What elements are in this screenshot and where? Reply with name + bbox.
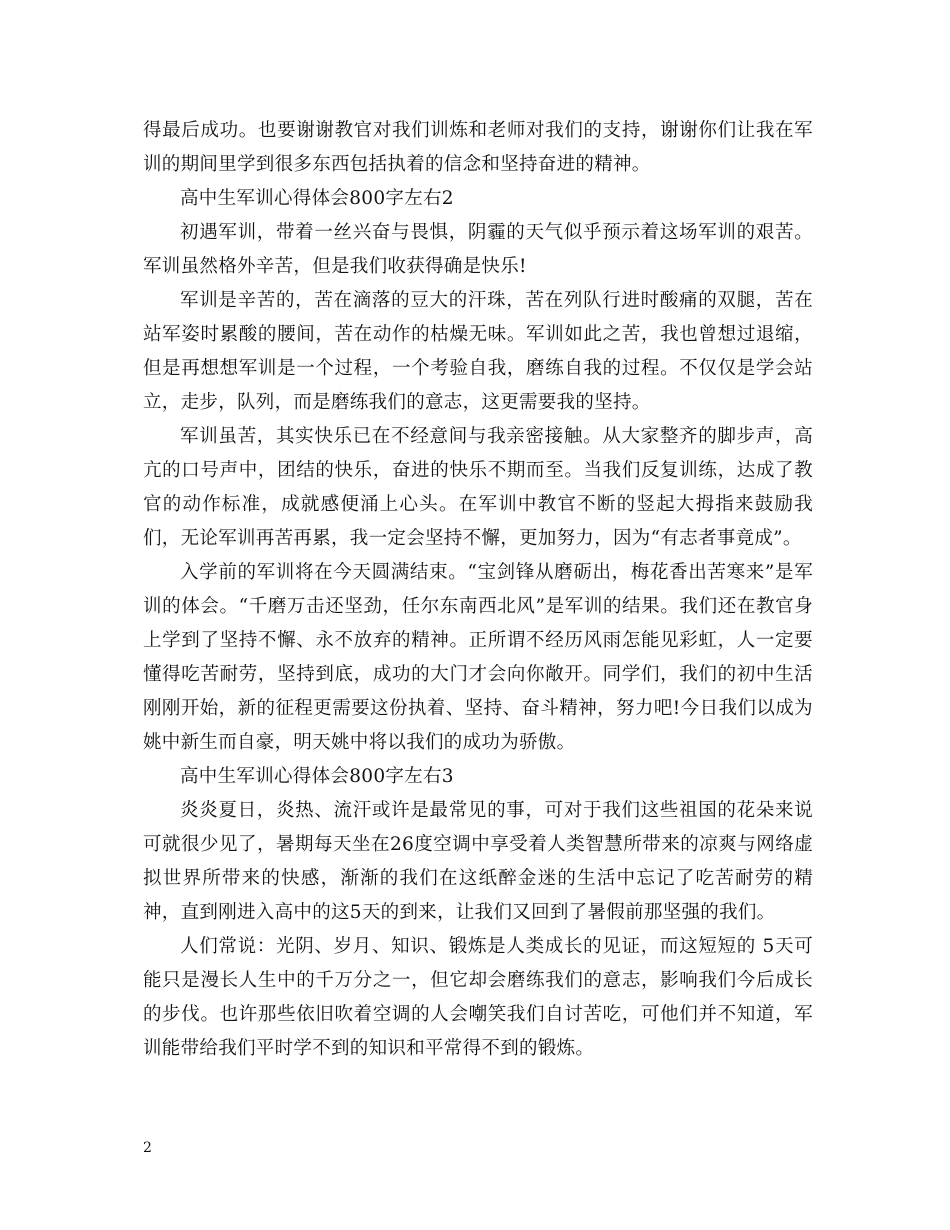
continuation-paragraph: 得最后成功。也要谢谢教官对我们训炼和老师对我们的支持，谢谢你们让我在军训的期间里学到很多东西包括执着的信念和坚持奋进的精神。 bbox=[143, 120, 813, 175]
page-number: 2 bbox=[143, 1140, 152, 1156]
section-heading-3: 高中生军训心得体会800字左右3 bbox=[180, 766, 454, 787]
body-paragraph: 人们常说：光阴、岁月、知识、锻炼是人类成长的见证，而这短短的 5天可能只是漫长人生中的千万分之一，但它却会磨练我们的意志，影响我们今后成长的步伐。也许那些依旧吹着空调的人会嘲笑我们自讨苦吃，可他们并不知道，军训能带给我们平时学不到的知识和平常得不到的锻炼。 bbox=[143, 936, 813, 1059]
body-paragraph: 入学前的军训将在今天圆满结束。“宝剑锋从磨砺出，梅花香出苦寒来”是军训的体会。“千磨万击还坚劲，任尔东南西北风”是军训的结果。我们还在教官身上学到了坚持不懈、永不放弃的精神。正所谓不经历风雨怎能见彩虹，人一定要懂得吃苦耐劳，坚持到底，成功的大门才会向你敞开。同学们，我们的初中生活刚刚开始，新的征程更需要这份执着、坚持、奋斗精神，努力吧!今日我们以成为姚中新生而自豪，明天姚中将以我们的成功为骄傲。 bbox=[143, 562, 813, 753]
body-paragraph: 军训是辛苦的，苦在滴落的豆大的汗珠，苦在列队行进时酸痛的双腿，苦在站军姿时累酸的腰间，苦在动作的枯燥无味。军训如此之苦，我也曾想过退缩，但是再想想军训是一个过程，一个考验自我，磨练自我的过程。不仅仅是学会站立，走步，队列，而是磨练我们的意志，这更需要我的坚持。 bbox=[143, 290, 813, 413]
page-content bbox=[143, 114, 813, 1066]
body-paragraph: 初遇军训，带着一丝兴奋与畏惧，阴霾的天气似乎预示着这场军训的艰苦。军训虽然格外辛苦，但是我们收获得确是快乐! bbox=[143, 222, 813, 277]
body-paragraph: 炎炎夏日，炎热、流汗或许是最常见的事，可对于我们这些祖国的花朵来说可就很少见了，暑期每天坐在26度空调中享受着人类智慧所带来的凉爽与网络虚拟世界所带来的快感，渐渐的我们在这纸醉金迷的生活中忘记了吃苦耐劳的精神，直到刚进入高中的这5天的到来，让我们又回到了暑假前那坚强的我们。 bbox=[143, 800, 813, 923]
section-heading-2: 高中生军训心得体会800字左右2 bbox=[180, 188, 454, 209]
body-paragraph: 军训虽苦，其实快乐已在不经意间与我亲密接触。从大家整齐的脚步声，高亢的口号声中，团结的快乐，奋进的快乐不期而至。当我们反复训练，达成了教官的动作标准，成就感便涌上心头。在军训中教官不断的竖起大拇指来鼓励我们，无论军训再苦再累，我一定会坚持不懈，更加努力，因为“有志者事竟成”。 bbox=[143, 426, 813, 549]
